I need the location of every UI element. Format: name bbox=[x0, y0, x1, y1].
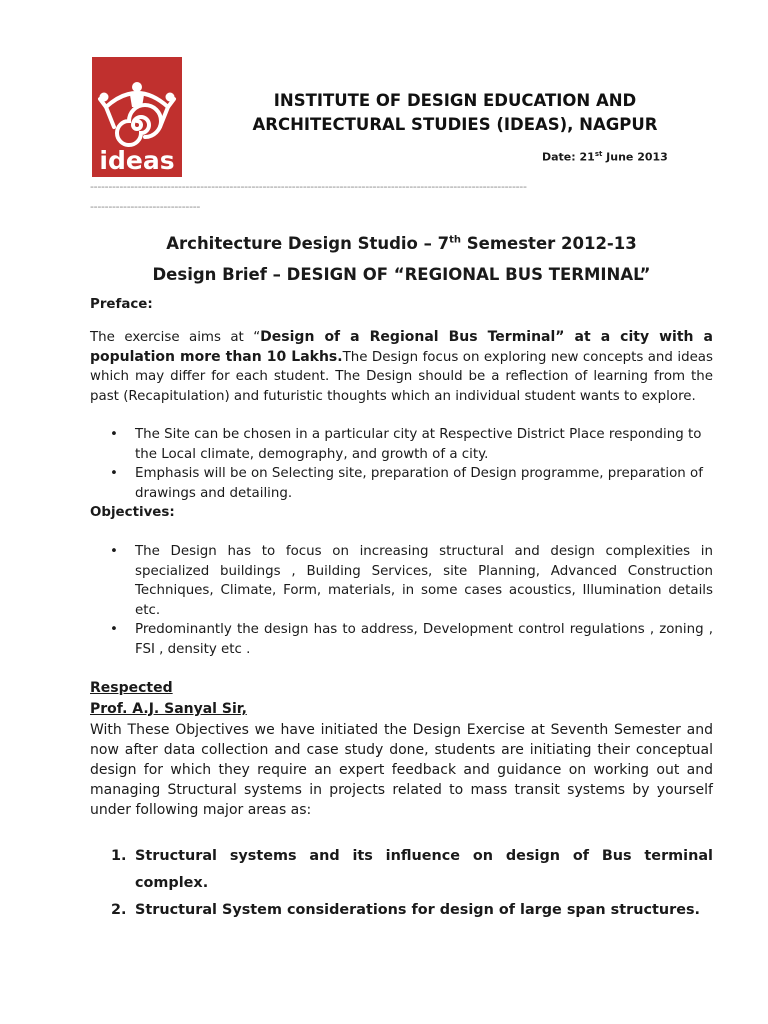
institute-line-2: ARCHITECTURAL STUDIES (IDEAS), NAGPUR bbox=[252, 115, 658, 134]
divider-line-2: ------------------------------ bbox=[90, 200, 201, 213]
salutation-line-1: Respected bbox=[90, 680, 173, 696]
design-brief-title: Design Brief – DESIGN OF “REGIONAL BUS TERMINAL” bbox=[152, 265, 651, 284]
objectives-bullets bbox=[90, 542, 713, 659]
list-item: • The Site can be chosen in a particular city at Respective District Place responding to the Local climate, demography, and growth of a city. bbox=[90, 425, 713, 464]
institute-name bbox=[210, 89, 700, 137]
letter-body: With These Objectives we have initiated the Design Exercise at Seventh Semester and now after data collection and case study done, students are initiating their conceptual design for which they require an expert feedback and guidance on working out and managing Structural systems in projects related to mass transit systems by yourself under following major areas as: bbox=[90, 722, 713, 818]
salutation-line-2: Prof. A.J. Sanyal Sir, bbox=[90, 701, 247, 717]
document-date: Date: 21st June 2013 bbox=[542, 150, 668, 164]
list-item: 1. Structural systems and its influence on design of Bus terminal complex. bbox=[111, 848, 713, 891]
svg-text:ideas: ideas bbox=[99, 146, 175, 175]
divider-line-1: ----------------------------------------------------------------------------------------------------------------------- bbox=[90, 180, 527, 193]
preface-paragraph: The exercise aims at “Design of a Regional Bus Terminal” at a city with a population more than 10 Lakhs.The Design focus on exploring new concepts and ideas which may differ for each student. The Design should be a reflection of learning from the past (Recapitulation) and futuristic thoughts which an individual student wants to explore. bbox=[90, 329, 713, 404]
preface-heading: Preface: bbox=[90, 297, 153, 312]
objectives-heading: Objectives: bbox=[90, 505, 175, 520]
structural-areas-list bbox=[90, 843, 713, 924]
preface-bullets bbox=[90, 425, 713, 503]
list-item: • Predominantly the design has to address, Development control regulations , zoning , FSI , density etc . bbox=[90, 620, 713, 659]
list-item: 2. Structural System considerations for design of large span structures. bbox=[111, 902, 700, 918]
ideas-logo bbox=[92, 57, 182, 177]
studio-title: Architecture Design Studio – 7th Semester 2012-13 bbox=[166, 234, 637, 253]
list-item: • Emphasis will be on Selecting site, preparation of Design programme, preparation of drawings and detailing. bbox=[90, 464, 713, 503]
institute-line-1: INSTITUTE OF DESIGN EDUCATION AND bbox=[273, 91, 637, 110]
list-item: • The Design has to focus on increasing structural and design complexities in specialized buildings , Building Services, site Planning, Advanced Construction Techniques, Climate, Form, materials, in some cases acoustics, Illumination details etc. bbox=[90, 542, 713, 620]
